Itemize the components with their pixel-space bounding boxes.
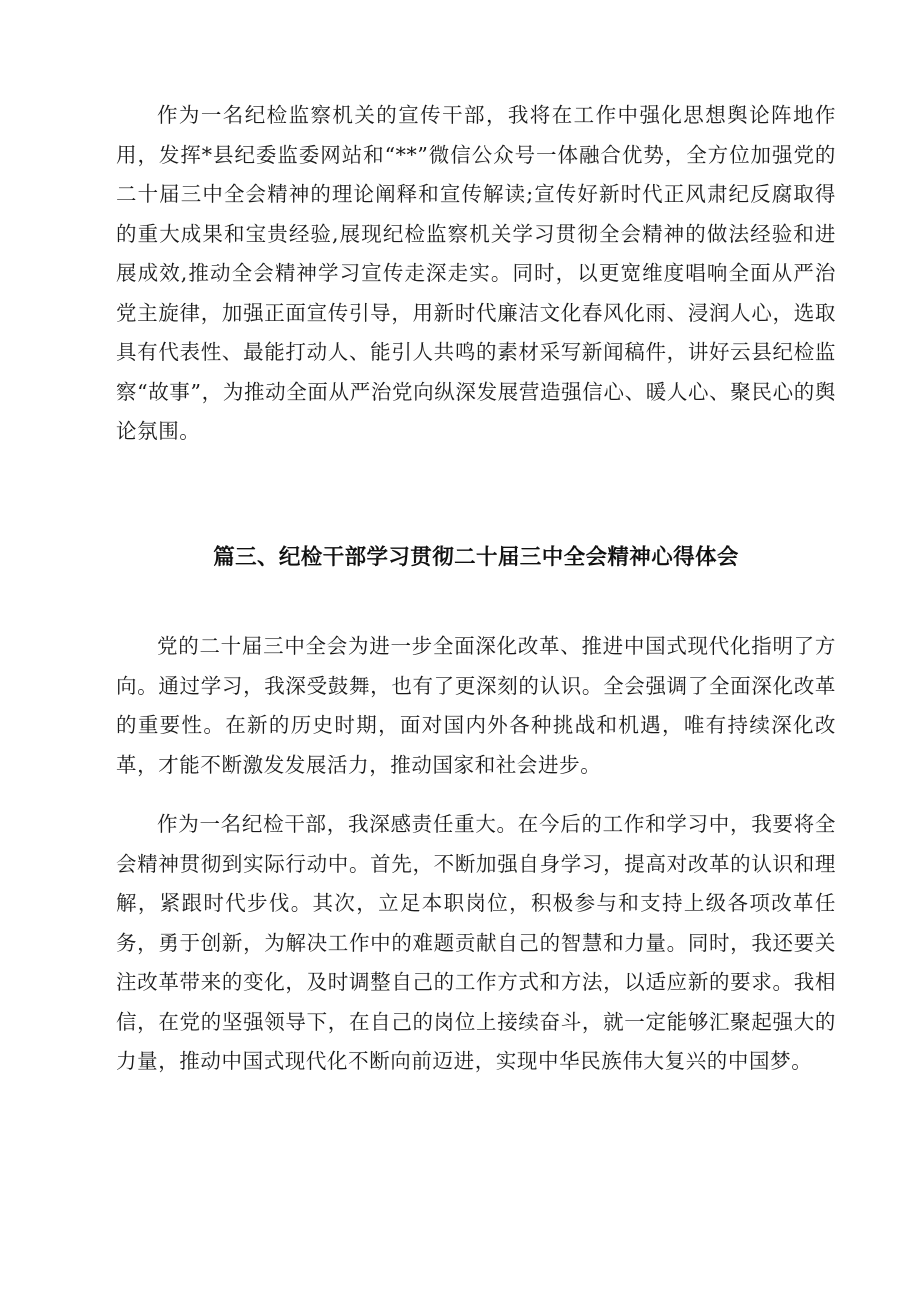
section-heading: 篇三、纪检干部学习贯彻二十届三中全会精神心得体会 [213, 545, 739, 570]
body-paragraph-2: 党的二十届三中全会为进一步全面深化改革、推进中国式现代化指明了方向。通过学习，我深受鼓舞，也有了更深刻的认识。全会强调了全面深化改革的重要性。在新的历史时期，面对国内外各种挑战和机遇，唯有持续深化改革，才能不断激发发展活力，推动国家和社会进步。 [116, 634, 836, 777]
body-paragraph-3: 作为一名纪检干部，我深感责任重大。在今后的工作和学习中，我要将全会精神贯彻到实际行动中。首先，不断加强自身学习，提高对改革的认识和理解，紧跟时代步伐。其次，立足本职岗位，积极参与和支持上级各项改革任务，勇于创新，为解决工作中的难题贡献自己的智慧和力量。同时，我还要关注改革带来的变化，及时调整自己的工作方式和方法，以适应新的要求。我相信，在党的坚强领导下，在自己的岗位上接续奋斗，就一定能够汇聚起强大的力量，推动中国式现代化不断向前迈进，实现中华民族伟大复兴的中国梦。 [116, 812, 836, 1073]
body-paragraph-1: 作为一名纪检监察机关的宣传干部，我将在工作中强化思想舆论阵地作用，发挥*县纪委监委网站和“**”微信公众号一体融合优势，全方位加强党的二十届三中全会精神的理论阐释和宣传解读;宣传好新时代正风肃纪反腐取得的重大成果和宝贵经验,展现纪检监察机关学习贯彻全会精神的做法经验和进展成效,推动全会精神学习宣传走深走实。同时，以更宽维度唱响全面从严治党主旋律，加强正面宣传引导，用新时代廉洁文化春风化雨、浸润人心，选取具有代表性、最能打动人、能引人共鸣的素材采写新闻稿件，讲好云县纪检监察“故事”，为推动全面从严治党向纵深发展营造强信心、暖人心、聚民心的舆论氛围。 [116, 103, 836, 443]
